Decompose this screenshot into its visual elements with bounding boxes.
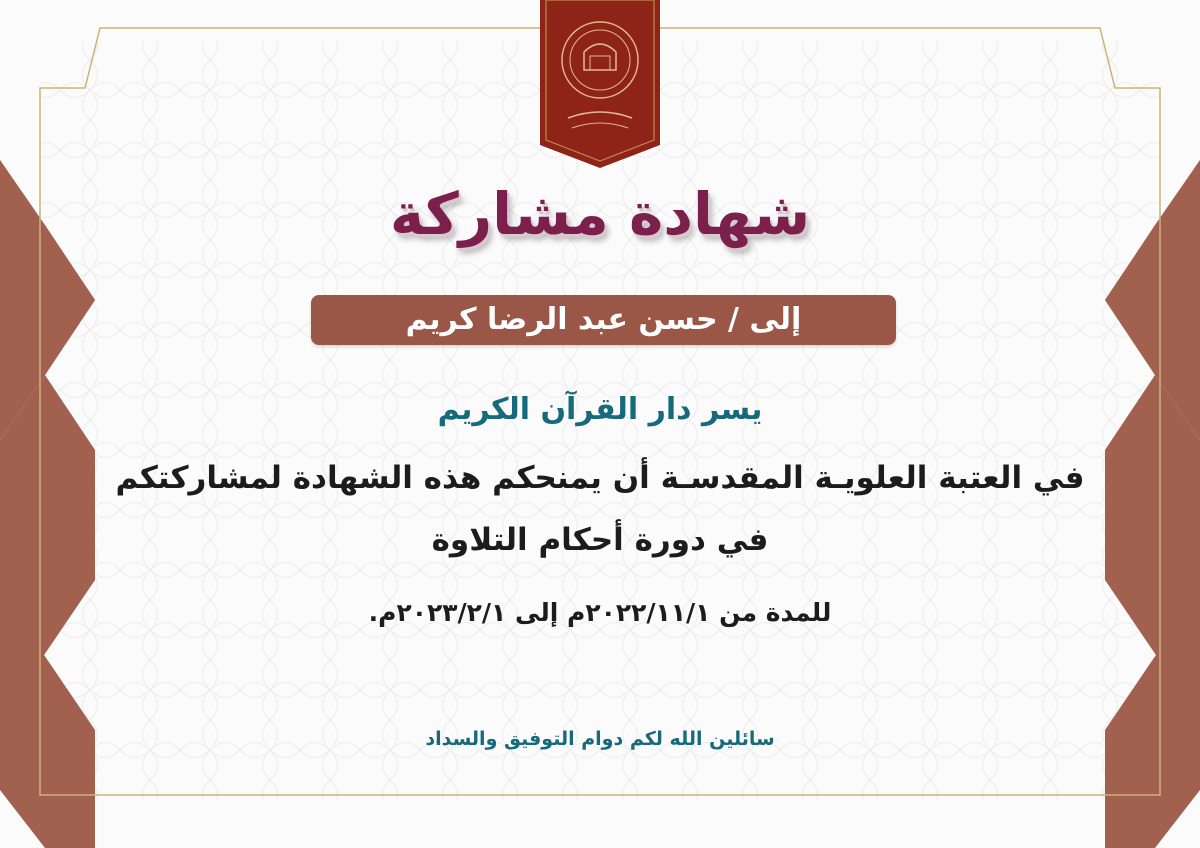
date-range-line: للمدة من ٢٠٢٢/١١/١م إلى ٢٠٢٣/٢/١م. [368,598,832,627]
certificate-title: شهادة مشاركة [389,180,811,248]
course-line: في دورة أحكام التلاوة [431,522,769,558]
closing-line: سائلين الله لكم دوام التوفيق والسداد [425,728,775,750]
emblem-banner [538,0,662,170]
body-line: في العتبة العلويـة المقدسـة أن يمنحكم هذه الشهادة لمشاركتكم [115,460,1085,496]
recipient-name-bar: إلى / حسن عبد الرضا كريم [311,295,896,345]
intro-line: يسر دار القرآن الكريم [437,392,763,427]
